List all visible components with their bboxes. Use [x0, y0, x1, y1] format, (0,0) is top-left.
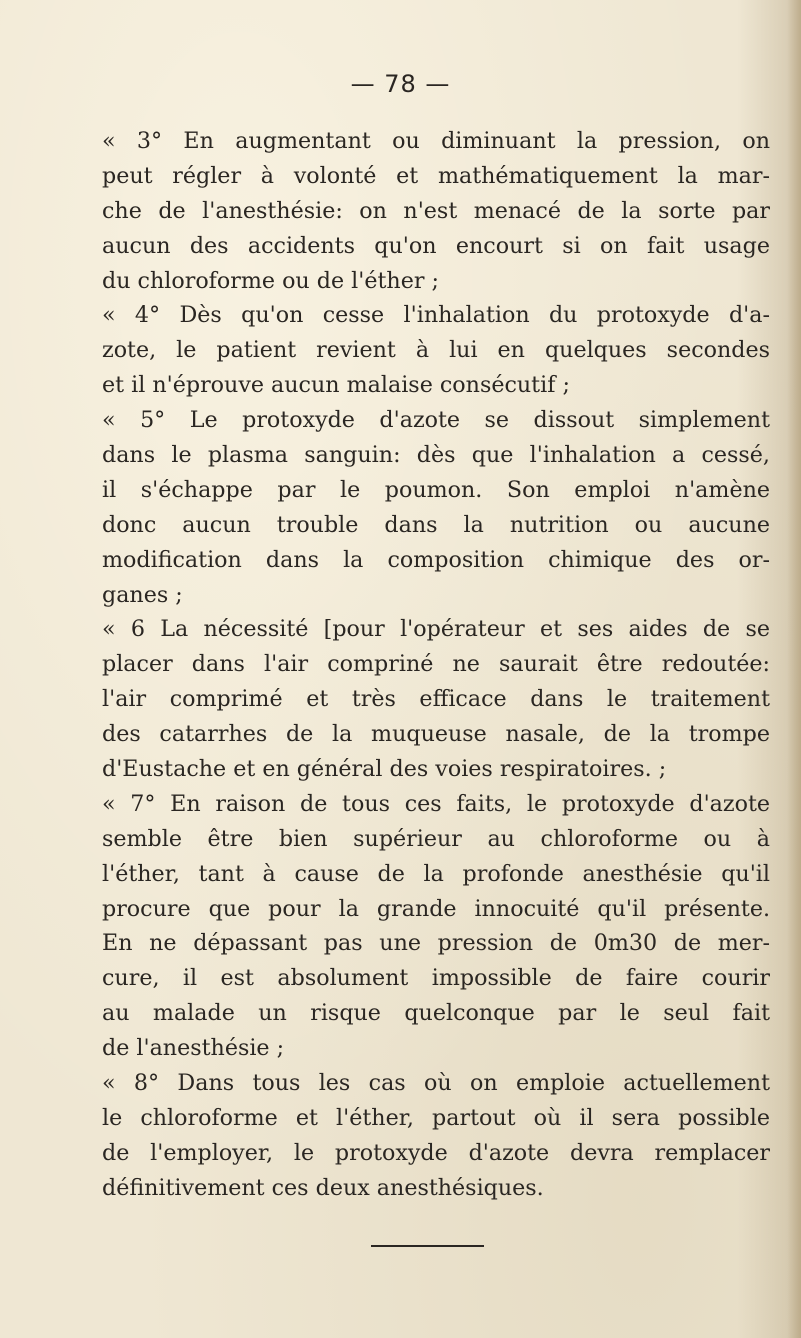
text-line: modification dans la composition chimique des or- — [102, 546, 770, 573]
text-line: aucun des accidents qu'on encourt si on fait usage — [102, 232, 770, 259]
end-rule — [371, 1245, 484, 1247]
text-line: che de l'anesthésie: on n'est menacé de la sorte par — [102, 197, 770, 224]
text-line: peut régler à volonté et mathématiquement la mar- — [102, 162, 770, 189]
text-line: placer dans l'air compriné ne saurait être redoutée: — [102, 651, 770, 678]
text-line: « 7° En raison de tous ces faits, le protoxyde d'azote — [102, 790, 770, 817]
text-line: le chloroforme et l'éther, partout où il sera possible — [102, 1104, 770, 1131]
text-line: il s'échappe par le poumon. Son emploi n'amène — [102, 476, 770, 503]
text-line: définitivement ces deux anesthésiques. — [102, 1174, 544, 1201]
text-line: du chloroforme ou de l'éther ; — [102, 267, 439, 294]
text-line: l'éther, tant à cause de la profonde anesthésie qu'il — [102, 860, 770, 887]
text-line: « 6 La nécessité [pour l'opérateur et ses aides de se — [102, 616, 770, 643]
text-line: cure, il est absolument impossible de faire courir — [102, 965, 770, 992]
text-line: « 3° En augmentant ou diminuant la pression, on — [102, 128, 770, 154]
text-line: « 8° Dans tous les cas où on emploie actuellement — [102, 1070, 770, 1097]
text-line: donc aucun trouble dans la nutrition ou aucune — [102, 511, 770, 538]
body-text — [102, 124, 770, 1206]
text-line: semble être bien supérieur au chloroforme ou à — [102, 825, 770, 852]
text-line: et il n'éprouve aucun malaise consécutif ; — [102, 372, 570, 399]
text-line: de l'employer, le protoxyde d'azote devra remplacer — [102, 1139, 770, 1166]
text-line: ganes ; — [102, 581, 183, 608]
text-line: En ne dépassant pas une pression de 0m30 de mer- — [102, 930, 770, 957]
text-line: « 5° Le protoxyde d'azote se dissout simplement — [102, 407, 770, 434]
text-line: procure que pour la grande innocuité qu'il présente. — [102, 895, 770, 922]
text-line: des catarrhes de la muqueuse nasale, de la trompe — [102, 721, 770, 748]
text-line: d'Eustache et en général des voies respiratoires. ; — [102, 756, 667, 783]
page-edge-shadow — [787, 0, 801, 1338]
text-line: l'air comprimé et très efficace dans le traitement — [102, 686, 770, 713]
text-line: zote, le patient revient à lui en quelques secondes — [102, 337, 770, 364]
text-line: au malade un risque quelconque par le seul fait — [102, 1000, 770, 1027]
page-number: — 78 — — [350, 70, 451, 98]
text-line: dans le plasma sanguin: dès que l'inhalation a cessé, — [102, 442, 770, 469]
text-line: de l'anesthésie ; — [102, 1035, 285, 1062]
text-line: « 4° Dès qu'on cesse l'inhalation du protoxyde d'a- — [102, 302, 770, 329]
